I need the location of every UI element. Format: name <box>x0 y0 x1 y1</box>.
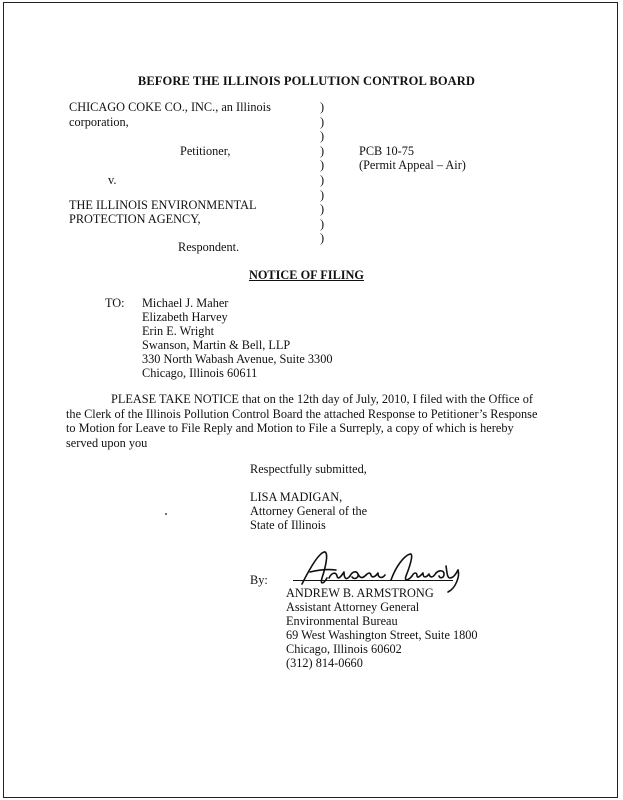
paren: ) <box>320 100 325 114</box>
signer-bureau: Environmental Bureau <box>286 614 398 628</box>
paren: ) <box>320 114 325 129</box>
notice-paragraph: PLEASE TAKE NOTICE that on the 12th day of July, 2010, I filed with the Office of the Clerk of the Illinois Pollution Control Board the attached Response to Petitioner’s Response to Motion for Leave to File Reply and Motion to File a Surreply, a copy of which is hereby served upon you <box>66 392 538 450</box>
caption-parentheses <box>320 100 330 246</box>
respondent-role: Respondent. <box>178 240 240 254</box>
attorney-general-name: LISA MADIGAN, <box>250 490 343 504</box>
paren: ) <box>320 172 325 187</box>
case-type: (Permit Appeal – Air) <box>359 158 466 172</box>
to-address-line: Erin E. Wright <box>142 324 215 338</box>
paren: ) <box>320 143 325 158</box>
petitioner-role: Petitioner, <box>180 144 231 158</box>
to-address-line: Michael J. Maher <box>142 296 229 310</box>
scan-speck <box>165 513 167 515</box>
attorney-general-title: Attorney General of the <box>250 504 368 518</box>
petitioner-name: CHICAGO COKE CO., INC., an Illinois <box>69 100 271 114</box>
paren: ) <box>320 231 325 246</box>
signer-city: Chicago, Illinois 60602 <box>286 642 402 656</box>
signer-title: Assistant Attorney General <box>286 600 420 614</box>
board-title: BEFORE THE ILLINOIS POLLUTION CONTROL BOARD <box>137 74 476 88</box>
signer-street: 69 West Washington Street, Suite 1800 <box>286 628 478 642</box>
respondent-name-cont: PROTECTION AGENCY, <box>69 212 201 226</box>
paren: ) <box>320 202 325 217</box>
to-address-line: Chicago, Illinois 60611 <box>142 366 258 380</box>
paren: ) <box>320 216 325 231</box>
case-number: PCB 10-75 <box>359 144 415 158</box>
to-address-line: 330 North Wabash Avenue, Suite 3300 <box>142 352 333 366</box>
signer-name: ANDREW B. ARMSTRONG <box>286 586 434 600</box>
petitioner-name-cont: corporation, <box>69 115 129 129</box>
to-address-line: Swanson, Martin & Bell, LLP <box>142 338 291 352</box>
signer-phone: (312) 814-0660 <box>286 656 363 670</box>
respectfully-submitted: Respectfully submitted, <box>250 462 367 476</box>
by-label: By: <box>250 573 268 587</box>
attorney-general-state: State of Illinois <box>250 518 326 532</box>
paren: ) <box>320 158 325 173</box>
paren: ) <box>320 129 325 144</box>
paren: ) <box>320 187 325 202</box>
versus: v. <box>108 173 117 187</box>
to-label: TO: <box>105 296 125 310</box>
to-address-line: Elizabeth Harvey <box>142 310 228 324</box>
respondent-name: THE ILLINOIS ENVIRONMENTAL <box>69 198 257 212</box>
signature-line <box>293 580 453 581</box>
notice-heading: NOTICE OF FILING <box>248 268 364 282</box>
